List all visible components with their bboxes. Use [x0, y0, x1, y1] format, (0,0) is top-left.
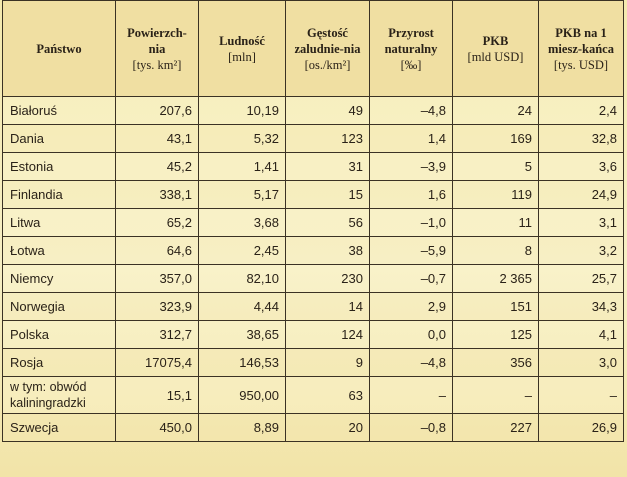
- cell-gdp-per-capita: 26,9: [539, 414, 624, 442]
- header-density: Gęstość zaludnie-nia [os./km²]: [286, 1, 370, 97]
- cell-area: 43,1: [116, 125, 199, 153]
- cell-growth: –: [370, 377, 453, 414]
- cell-population: 2,45: [199, 237, 286, 265]
- cell-gdp-per-capita: 3,6: [539, 153, 624, 181]
- cell-gdp-per-capita: 34,3: [539, 293, 624, 321]
- cell-growth: –3,9: [370, 153, 453, 181]
- cell-gdp-per-capita: 3,1: [539, 209, 624, 237]
- header-gdp-per-capita: PKB na 1 miesz-kańca [tys. USD]: [539, 1, 624, 97]
- cell-gdp-per-capita: –: [539, 377, 624, 414]
- cell-growth: –1,0: [370, 209, 453, 237]
- cell-gdp: 119: [453, 181, 539, 209]
- cell-population: 8,89: [199, 414, 286, 442]
- cell-area: 45,2: [116, 153, 199, 181]
- table-row: [3, 181, 624, 209]
- cell-population: 4,44: [199, 293, 286, 321]
- cell-gdp-per-capita: 24,9: [539, 181, 624, 209]
- cell-country: Dania: [3, 125, 116, 153]
- cell-gdp: –: [453, 377, 539, 414]
- cell-population: 38,65: [199, 321, 286, 349]
- cell-growth: 1,6: [370, 181, 453, 209]
- cell-density: 15: [286, 181, 370, 209]
- header-natural-growth: Przyrost naturalny [‰]: [370, 1, 453, 97]
- cell-population: 5,17: [199, 181, 286, 209]
- header-country: Państwo: [3, 1, 116, 97]
- cell-density: 14: [286, 293, 370, 321]
- table-row: [3, 265, 624, 293]
- cell-country: Szwecja: [3, 414, 116, 442]
- table-row: [3, 414, 624, 442]
- cell-growth: –5,9: [370, 237, 453, 265]
- cell-density: 31: [286, 153, 370, 181]
- cell-gdp: 24: [453, 97, 539, 125]
- cell-country: Norwegia: [3, 293, 116, 321]
- cell-gdp-per-capita: 4,1: [539, 321, 624, 349]
- cell-population: 146,53: [199, 349, 286, 377]
- cell-population: 82,10: [199, 265, 286, 293]
- cell-population: 950,00: [199, 377, 286, 414]
- cell-area: 207,6: [116, 97, 199, 125]
- cell-growth: –4,8: [370, 97, 453, 125]
- countries-table: [2, 0, 624, 442]
- table-row: [3, 377, 624, 414]
- cell-country: Rosja: [3, 349, 116, 377]
- cell-area: 312,7: [116, 321, 199, 349]
- cell-area: 17075,4: [116, 349, 199, 377]
- table-row: [3, 97, 624, 125]
- cell-gdp: 2 365: [453, 265, 539, 293]
- cell-country: w tym: obwód kaliningradzki: [3, 377, 116, 414]
- header-row: [3, 1, 624, 97]
- cell-growth: –0,8: [370, 414, 453, 442]
- cell-area: 65,2: [116, 209, 199, 237]
- cell-growth: 0,0: [370, 321, 453, 349]
- cell-gdp-per-capita: 32,8: [539, 125, 624, 153]
- header-area: Powierzch-nia [tys. km²]: [116, 1, 199, 97]
- cell-gdp: 169: [453, 125, 539, 153]
- cell-country: Finlandia: [3, 181, 116, 209]
- table-row: [3, 125, 624, 153]
- cell-gdp: 5: [453, 153, 539, 181]
- cell-area: 64,6: [116, 237, 199, 265]
- cell-population: 5,32: [199, 125, 286, 153]
- cell-gdp: 8: [453, 237, 539, 265]
- header-gdp: PKB [mld USD]: [453, 1, 539, 97]
- cell-gdp: 227: [453, 414, 539, 442]
- table-row: [3, 153, 624, 181]
- cell-growth: –4,8: [370, 349, 453, 377]
- cell-gdp: 151: [453, 293, 539, 321]
- table-row: [3, 237, 624, 265]
- cell-gdp-per-capita: 3,0: [539, 349, 624, 377]
- cell-country: Estonia: [3, 153, 116, 181]
- cell-growth: 2,9: [370, 293, 453, 321]
- cell-population: 10,19: [199, 97, 286, 125]
- header-population: Ludność [mln]: [199, 1, 286, 97]
- cell-area: 357,0: [116, 265, 199, 293]
- table-row: [3, 349, 624, 377]
- cell-growth: –0,7: [370, 265, 453, 293]
- cell-area: 15,1: [116, 377, 199, 414]
- cell-density: 9: [286, 349, 370, 377]
- cell-area: 338,1: [116, 181, 199, 209]
- cell-country: Polska: [3, 321, 116, 349]
- cell-gdp: 11: [453, 209, 539, 237]
- cell-density: 49: [286, 97, 370, 125]
- cell-density: 124: [286, 321, 370, 349]
- cell-gdp: 356: [453, 349, 539, 377]
- cell-area: 450,0: [116, 414, 199, 442]
- cell-population: 1,41: [199, 153, 286, 181]
- cell-gdp-per-capita: 2,4: [539, 97, 624, 125]
- table-row: [3, 209, 624, 237]
- table-row: [3, 321, 624, 349]
- cell-density: 230: [286, 265, 370, 293]
- cell-growth: 1,4: [370, 125, 453, 153]
- cell-country: Białoruś: [3, 97, 116, 125]
- cell-density: 56: [286, 209, 370, 237]
- cell-density: 123: [286, 125, 370, 153]
- cell-gdp: 125: [453, 321, 539, 349]
- cell-density: 63: [286, 377, 370, 414]
- cell-country: Litwa: [3, 209, 116, 237]
- cell-density: 38: [286, 237, 370, 265]
- cell-gdp-per-capita: 3,2: [539, 237, 624, 265]
- table-row: [3, 293, 624, 321]
- cell-area: 323,9: [116, 293, 199, 321]
- cell-population: 3,68: [199, 209, 286, 237]
- cell-country: Niemcy: [3, 265, 116, 293]
- cell-gdp-per-capita: 25,7: [539, 265, 624, 293]
- cell-country: Łotwa: [3, 237, 116, 265]
- cell-density: 20: [286, 414, 370, 442]
